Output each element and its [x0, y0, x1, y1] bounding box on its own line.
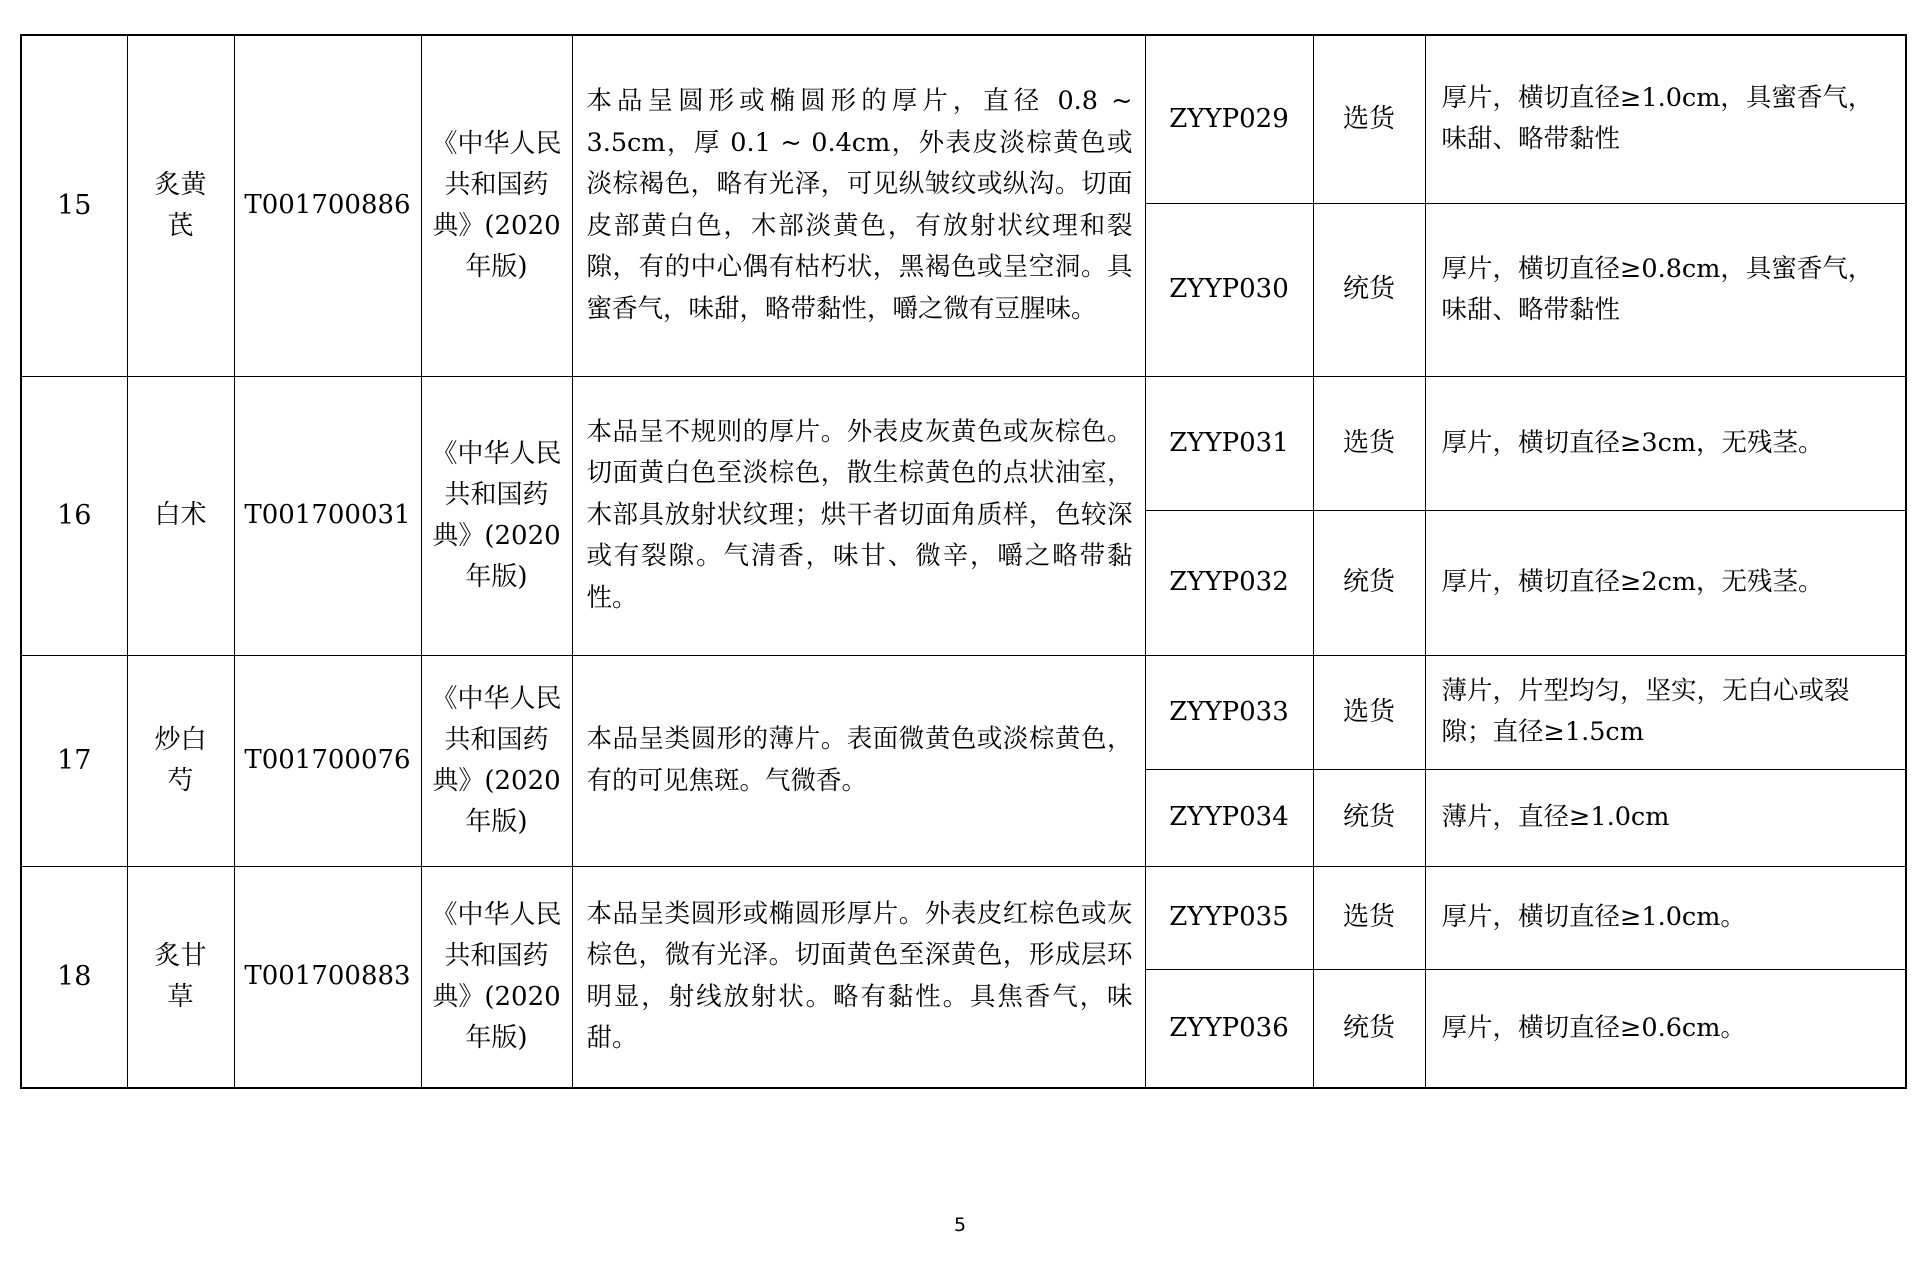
- herb-code: T001700076: [234, 655, 421, 866]
- table-row: [21, 866, 1906, 969]
- grade-requirement: 厚片，横切直径≥2cm，无残茎。: [1425, 510, 1906, 655]
- page-number: 5: [953, 1214, 967, 1236]
- herb-name: 白术: [127, 376, 234, 655]
- grade-label: 选货: [1313, 655, 1425, 769]
- grade-label: 选货: [1313, 376, 1425, 510]
- spec-code: ZYYP031: [1145, 376, 1313, 510]
- item-number: 17: [21, 655, 127, 866]
- spec-code: ZYYP035: [1145, 866, 1313, 969]
- herb-code: T001700031: [234, 376, 421, 655]
- grade-requirement: 厚片，横切直径≥3cm，无残茎。: [1425, 376, 1906, 510]
- grade-requirement: 薄片，直径≥1.0cm: [1425, 769, 1906, 866]
- grade-label: 统货: [1313, 510, 1425, 655]
- grade-label: 选货: [1313, 35, 1425, 203]
- herb-name: 炒白芍: [127, 655, 234, 866]
- grade-label: 统货: [1313, 203, 1425, 376]
- grade-label: 统货: [1313, 969, 1425, 1088]
- grade-label: 统货: [1313, 769, 1425, 866]
- quality-standard: 《中华人民共和国药典》(2020年版): [421, 35, 572, 376]
- item-number: 18: [21, 866, 127, 1088]
- spec-code: ZYYP034: [1145, 769, 1313, 866]
- quality-standard: 《中华人民共和国药典》(2020年版): [421, 655, 572, 866]
- herb-description: 本品呈类圆形的薄片。表面微黄色或淡棕黄色，有的可见焦斑。气微香。: [572, 655, 1145, 866]
- grade-label: 选货: [1313, 866, 1425, 969]
- spec-code: ZYYP029: [1145, 35, 1313, 203]
- grade-requirement: 厚片，横切直径≥0.8cm，具蜜香气，味甜、略带黏性: [1425, 203, 1906, 376]
- item-number: 16: [21, 376, 127, 655]
- table-row: [21, 35, 1906, 203]
- herb-description: 本品呈类圆形或椭圆形厚片。外表皮红棕色或灰棕色，微有光泽。切面黄色至深黄色，形成层环明显，射线放射状。略有黏性。具焦香气，味甜。: [572, 866, 1145, 1088]
- spec-code: ZYYP036: [1145, 969, 1313, 1088]
- herb-description: 本品呈不规则的厚片。外表皮灰黄色或灰棕色。切面黄白色至淡棕色，散生棕黄色的点状油室，木部具放射状纹理；烘干者切面角质样，色较深或有裂隙。气清香，味甘、微辛，嚼之略带黏性。: [572, 376, 1145, 655]
- quality-standard: 《中华人民共和国药典》(2020年版): [421, 866, 572, 1088]
- herb-name: 炙黄芪: [127, 35, 234, 376]
- grade-requirement: 厚片，横切直径≥1.0cm，具蜜香气，味甜、略带黏性: [1425, 35, 1906, 203]
- quality-standard: 《中华人民共和国药典》(2020年版): [421, 376, 572, 655]
- table-row: [21, 655, 1906, 769]
- herb-code: T001700883: [234, 866, 421, 1088]
- table-row: [21, 376, 1906, 510]
- item-number: 15: [21, 35, 127, 376]
- herb-description: 本品呈圆形或椭圆形的厚片，直径 0.8 ~ 3.5cm，厚 0.1 ~ 0.4cm，外表皮淡棕黄色或淡棕褐色，略有光泽，可见纵皱纹或纵沟。切面皮部黄白色，木部淡黄色，有放射状纹理和裂隙，有的中心偶有枯朽状，黑褐色或呈空洞。具蜜香气，味甜，略带黏性，嚼之微有豆腥味。: [572, 35, 1145, 376]
- spec-code: ZYYP033: [1145, 655, 1313, 769]
- grade-requirement: 厚片，横切直径≥1.0cm。: [1425, 866, 1906, 969]
- spec-code: ZYYP032: [1145, 510, 1313, 655]
- grade-requirement: 薄片，片型均匀，坚实，无白心或裂隙；直径≥1.5cm: [1425, 655, 1906, 769]
- herb-spec-table: [20, 34, 1907, 1089]
- herb-code: T001700886: [234, 35, 421, 376]
- grade-requirement: 厚片，横切直径≥0.6cm。: [1425, 969, 1906, 1088]
- herb-name: 炙甘草: [127, 866, 234, 1088]
- spec-code: ZYYP030: [1145, 203, 1313, 376]
